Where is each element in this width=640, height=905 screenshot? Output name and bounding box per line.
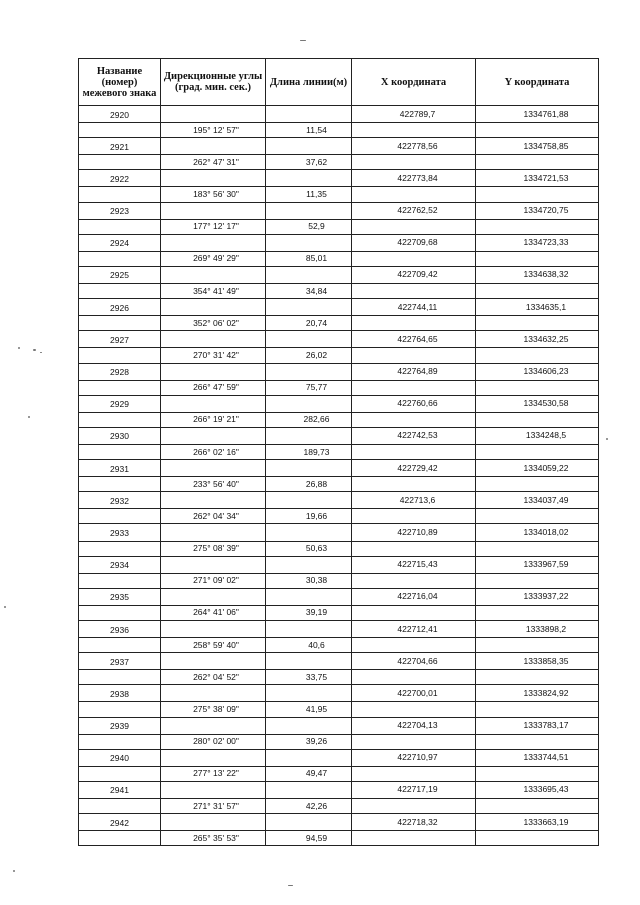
point-name: 2933 [79, 524, 161, 541]
segment-angle: 271° 31' 57" [161, 799, 266, 814]
empty-cell [352, 155, 476, 170]
empty-cell [266, 814, 352, 831]
segment-angle: 262° 04' 52" [161, 670, 266, 685]
point-y: 1334037,49 [476, 492, 599, 509]
empty-cell [266, 331, 352, 348]
empty-cell [79, 799, 161, 814]
segment-angle: 266° 02' 16" [161, 444, 266, 459]
point-name: 2926 [79, 299, 161, 316]
empty-cell [352, 670, 476, 685]
empty-cell [79, 219, 161, 234]
empty-cell [266, 427, 352, 444]
segment-length: 39,19 [266, 605, 352, 620]
empty-cell [352, 605, 476, 620]
point-row [79, 234, 599, 251]
point-row [79, 685, 599, 702]
empty-cell [476, 799, 599, 814]
point-row [79, 138, 599, 155]
empty-cell [79, 444, 161, 459]
empty-cell [352, 348, 476, 363]
empty-cell [476, 831, 599, 846]
empty-cell [266, 685, 352, 702]
point-name: 2931 [79, 460, 161, 477]
empty-cell [476, 541, 599, 556]
segment-length: 26,02 [266, 348, 352, 363]
scan-speck [18, 347, 20, 349]
point-row [79, 427, 599, 444]
segment-angle: 264° 41' 06" [161, 605, 266, 620]
point-row [79, 299, 599, 316]
empty-cell [266, 234, 352, 251]
empty-cell [161, 202, 266, 219]
point-row [79, 749, 599, 766]
segment-length: 30,38 [266, 573, 352, 588]
segment-row [79, 831, 599, 846]
table-body [79, 106, 599, 846]
segment-length: 11,54 [266, 123, 352, 138]
empty-cell [79, 638, 161, 653]
empty-cell [161, 492, 266, 509]
point-y: 1334059,22 [476, 460, 599, 477]
empty-cell [266, 363, 352, 380]
segment-length: 33,75 [266, 670, 352, 685]
empty-cell [161, 621, 266, 638]
point-x: 422717,19 [352, 781, 476, 798]
segment-length: 42,26 [266, 799, 352, 814]
point-row [79, 814, 599, 831]
segment-row [79, 412, 599, 427]
point-name: 2939 [79, 717, 161, 734]
empty-cell [352, 573, 476, 588]
empty-cell [352, 477, 476, 492]
header-y: Y координата [476, 59, 599, 106]
empty-cell [161, 588, 266, 605]
empty-cell [352, 187, 476, 202]
segment-length: 49,47 [266, 766, 352, 781]
segment-angle: 275° 08' 39" [161, 541, 266, 556]
empty-cell [266, 556, 352, 573]
empty-cell [352, 702, 476, 717]
empty-cell [79, 123, 161, 138]
empty-cell [79, 573, 161, 588]
point-x: 422712,41 [352, 621, 476, 638]
empty-cell [161, 524, 266, 541]
empty-cell [161, 363, 266, 380]
scan-speck [4, 606, 6, 608]
empty-cell [161, 749, 266, 766]
empty-cell [161, 717, 266, 734]
point-y: 1333744,51 [476, 749, 599, 766]
empty-cell [266, 170, 352, 187]
point-name: 2923 [79, 202, 161, 219]
point-row [79, 556, 599, 573]
point-x: 422716,04 [352, 588, 476, 605]
point-row [79, 363, 599, 380]
segment-angle: 262° 04' 34" [161, 509, 266, 524]
segment-row [79, 541, 599, 556]
empty-cell [476, 380, 599, 395]
empty-cell [161, 427, 266, 444]
empty-cell [79, 734, 161, 749]
empty-cell [352, 541, 476, 556]
empty-cell [266, 106, 352, 123]
empty-cell [476, 702, 599, 717]
segment-row [79, 316, 599, 331]
empty-cell [352, 638, 476, 653]
empty-cell [266, 749, 352, 766]
point-name: 2940 [79, 749, 161, 766]
segment-length: 26,88 [266, 477, 352, 492]
point-name: 2922 [79, 170, 161, 187]
point-x: 422709,42 [352, 266, 476, 283]
empty-cell [352, 219, 476, 234]
empty-cell [79, 605, 161, 620]
empty-cell [79, 284, 161, 299]
point-row [79, 106, 599, 123]
empty-cell [476, 670, 599, 685]
point-y: 1334758,85 [476, 138, 599, 155]
point-x: 422704,66 [352, 653, 476, 670]
empty-cell [476, 734, 599, 749]
segment-angle: 271° 09' 02" [161, 573, 266, 588]
segment-angle: 233° 56' 40" [161, 477, 266, 492]
point-name: 2941 [79, 781, 161, 798]
empty-cell [352, 734, 476, 749]
empty-cell [352, 509, 476, 524]
empty-cell [79, 477, 161, 492]
point-name: 2932 [79, 492, 161, 509]
point-row [79, 266, 599, 283]
empty-cell [161, 138, 266, 155]
segment-row [79, 509, 599, 524]
point-name: 2921 [79, 138, 161, 155]
empty-cell [352, 766, 476, 781]
empty-cell [266, 717, 352, 734]
point-y: 1333663,19 [476, 814, 599, 831]
point-name: 2920 [79, 106, 161, 123]
empty-cell [161, 653, 266, 670]
segment-angle: 265° 35' 53" [161, 831, 266, 846]
point-row [79, 653, 599, 670]
point-row [79, 170, 599, 187]
empty-cell [79, 380, 161, 395]
empty-cell [161, 556, 266, 573]
point-x: 422713,6 [352, 492, 476, 509]
empty-cell [476, 605, 599, 620]
empty-cell [266, 266, 352, 283]
empty-cell [161, 331, 266, 348]
segment-length: 11,35 [266, 187, 352, 202]
segment-row [79, 638, 599, 653]
scan-speck [300, 40, 306, 41]
segment-row [79, 573, 599, 588]
point-y: 1334248,5 [476, 427, 599, 444]
segment-row [79, 444, 599, 459]
point-x: 422778,56 [352, 138, 476, 155]
empty-cell [476, 509, 599, 524]
empty-cell [476, 412, 599, 427]
segment-row [79, 380, 599, 395]
empty-cell [161, 299, 266, 316]
segment-length: 34,84 [266, 284, 352, 299]
empty-cell [161, 170, 266, 187]
point-name: 2927 [79, 331, 161, 348]
segment-angle: 266° 47' 59" [161, 380, 266, 395]
empty-cell [79, 702, 161, 717]
point-y: 1333824,92 [476, 685, 599, 702]
segment-row [79, 251, 599, 266]
segment-angle: 177° 12' 17" [161, 219, 266, 234]
point-x: 422773,84 [352, 170, 476, 187]
point-row [79, 717, 599, 734]
segment-length: 94,59 [266, 831, 352, 846]
empty-cell [352, 444, 476, 459]
segment-row [79, 284, 599, 299]
empty-cell [79, 187, 161, 202]
empty-cell [79, 766, 161, 781]
empty-cell [79, 509, 161, 524]
segment-angle: 354° 41' 49" [161, 284, 266, 299]
point-x: 422709,68 [352, 234, 476, 251]
scan-speck [40, 352, 42, 353]
point-name: 2936 [79, 621, 161, 638]
empty-cell [161, 460, 266, 477]
empty-cell [79, 831, 161, 846]
empty-cell [161, 395, 266, 412]
segment-row [79, 702, 599, 717]
scan-speck [606, 438, 608, 440]
segment-angle: 183° 56' 30" [161, 187, 266, 202]
empty-cell [476, 348, 599, 363]
empty-cell [266, 781, 352, 798]
segment-angle: 258° 59' 40" [161, 638, 266, 653]
point-y: 1334018,02 [476, 524, 599, 541]
header-angle: Дирекционные углы (град. мин. сек.) [161, 59, 266, 106]
point-x: 422760,66 [352, 395, 476, 412]
segment-angle: 266° 19' 21" [161, 412, 266, 427]
point-row [79, 588, 599, 605]
segment-length: 19,66 [266, 509, 352, 524]
segment-row [79, 219, 599, 234]
point-y: 1333898,2 [476, 621, 599, 638]
point-y: 1334530,58 [476, 395, 599, 412]
segment-angle: 270° 31' 42" [161, 348, 266, 363]
empty-cell [476, 219, 599, 234]
segment-length: 40,6 [266, 638, 352, 653]
scan-speck [33, 349, 36, 351]
header-x: X координата [352, 59, 476, 106]
header-name: Название (номер) межевого знака [79, 59, 161, 106]
point-y: 1333937,22 [476, 588, 599, 605]
point-x: 422789,7 [352, 106, 476, 123]
segment-length: 85,01 [266, 251, 352, 266]
empty-cell [79, 316, 161, 331]
empty-cell [266, 138, 352, 155]
scan-speck [13, 870, 15, 872]
empty-cell [79, 412, 161, 427]
segment-angle: 280° 02' 00" [161, 734, 266, 749]
point-name: 2938 [79, 685, 161, 702]
point-row [79, 492, 599, 509]
empty-cell [266, 621, 352, 638]
empty-cell [352, 799, 476, 814]
segment-length: 20,74 [266, 316, 352, 331]
empty-cell [352, 251, 476, 266]
segment-length: 189,73 [266, 444, 352, 459]
empty-cell [79, 670, 161, 685]
point-y: 1333967,59 [476, 556, 599, 573]
empty-cell [352, 380, 476, 395]
point-y: 1334606,23 [476, 363, 599, 380]
empty-cell [476, 766, 599, 781]
point-x: 422729,42 [352, 460, 476, 477]
point-x: 422762,52 [352, 202, 476, 219]
empty-cell [266, 588, 352, 605]
segment-length: 37,62 [266, 155, 352, 170]
empty-cell [161, 814, 266, 831]
point-y: 1333695,43 [476, 781, 599, 798]
empty-cell [266, 460, 352, 477]
point-row [79, 781, 599, 798]
empty-cell [476, 573, 599, 588]
empty-cell [161, 685, 266, 702]
empty-cell [352, 316, 476, 331]
segment-row [79, 605, 599, 620]
point-x: 422710,89 [352, 524, 476, 541]
point-x: 422704,13 [352, 717, 476, 734]
point-name: 2937 [79, 653, 161, 670]
empty-cell [352, 412, 476, 427]
point-x: 422764,89 [352, 363, 476, 380]
empty-cell [79, 541, 161, 556]
point-x: 422744,11 [352, 299, 476, 316]
boundary-points-table [78, 58, 599, 846]
segment-row [79, 670, 599, 685]
empty-cell [352, 284, 476, 299]
empty-cell [266, 653, 352, 670]
segment-angle: 352° 06' 02" [161, 316, 266, 331]
empty-cell [476, 316, 599, 331]
point-name: 2929 [79, 395, 161, 412]
point-name: 2930 [79, 427, 161, 444]
point-x: 422764,65 [352, 331, 476, 348]
point-y: 1334638,32 [476, 266, 599, 283]
empty-cell [476, 444, 599, 459]
empty-cell [476, 155, 599, 170]
empty-cell [161, 234, 266, 251]
point-y: 1334723,33 [476, 234, 599, 251]
point-x: 422742,53 [352, 427, 476, 444]
header-length: Длина линии(м) [266, 59, 352, 106]
point-y: 1334635,1 [476, 299, 599, 316]
empty-cell [266, 492, 352, 509]
segment-row [79, 477, 599, 492]
empty-cell [161, 106, 266, 123]
point-name: 2934 [79, 556, 161, 573]
point-row [79, 202, 599, 219]
segment-angle: 262° 47' 31" [161, 155, 266, 170]
point-name: 2942 [79, 814, 161, 831]
segment-row [79, 799, 599, 814]
segment-row [79, 734, 599, 749]
segment-angle: 277° 13' 22" [161, 766, 266, 781]
empty-cell [476, 123, 599, 138]
segment-row [79, 123, 599, 138]
point-y: 1333783,17 [476, 717, 599, 734]
empty-cell [266, 395, 352, 412]
segment-angle: 195° 12' 57" [161, 123, 266, 138]
segment-length: 41,95 [266, 702, 352, 717]
point-x: 422715,43 [352, 556, 476, 573]
point-y: 1334632,25 [476, 331, 599, 348]
empty-cell [476, 477, 599, 492]
segment-length: 75,77 [266, 380, 352, 395]
empty-cell [476, 638, 599, 653]
segment-row [79, 187, 599, 202]
point-x: 422718,32 [352, 814, 476, 831]
point-name: 2925 [79, 266, 161, 283]
empty-cell [266, 299, 352, 316]
empty-cell [476, 187, 599, 202]
empty-cell [161, 781, 266, 798]
segment-length: 52,9 [266, 219, 352, 234]
segment-row [79, 155, 599, 170]
point-y: 1334761,88 [476, 106, 599, 123]
segment-row [79, 348, 599, 363]
empty-cell [352, 123, 476, 138]
segment-length: 50,63 [266, 541, 352, 556]
scan-speck [288, 885, 293, 886]
empty-cell [161, 266, 266, 283]
point-row [79, 621, 599, 638]
scan-speck [28, 416, 30, 418]
point-y: 1334721,53 [476, 170, 599, 187]
empty-cell [79, 251, 161, 266]
point-row [79, 524, 599, 541]
empty-cell [476, 284, 599, 299]
point-name: 2935 [79, 588, 161, 605]
empty-cell [79, 155, 161, 170]
point-row [79, 460, 599, 477]
point-y: 1333858,35 [476, 653, 599, 670]
point-row [79, 331, 599, 348]
point-name: 2928 [79, 363, 161, 380]
segment-row [79, 766, 599, 781]
empty-cell [266, 202, 352, 219]
segment-angle: 275° 38' 09" [161, 702, 266, 717]
point-name: 2924 [79, 234, 161, 251]
segment-length: 282,66 [266, 412, 352, 427]
empty-cell [266, 524, 352, 541]
table-header-row [79, 59, 599, 106]
point-row [79, 395, 599, 412]
empty-cell [352, 831, 476, 846]
segment-length: 39,26 [266, 734, 352, 749]
point-x: 422710,97 [352, 749, 476, 766]
empty-cell [476, 251, 599, 266]
empty-cell [79, 348, 161, 363]
segment-angle: 269° 49' 29" [161, 251, 266, 266]
point-y: 1334720,75 [476, 202, 599, 219]
point-x: 422700,01 [352, 685, 476, 702]
